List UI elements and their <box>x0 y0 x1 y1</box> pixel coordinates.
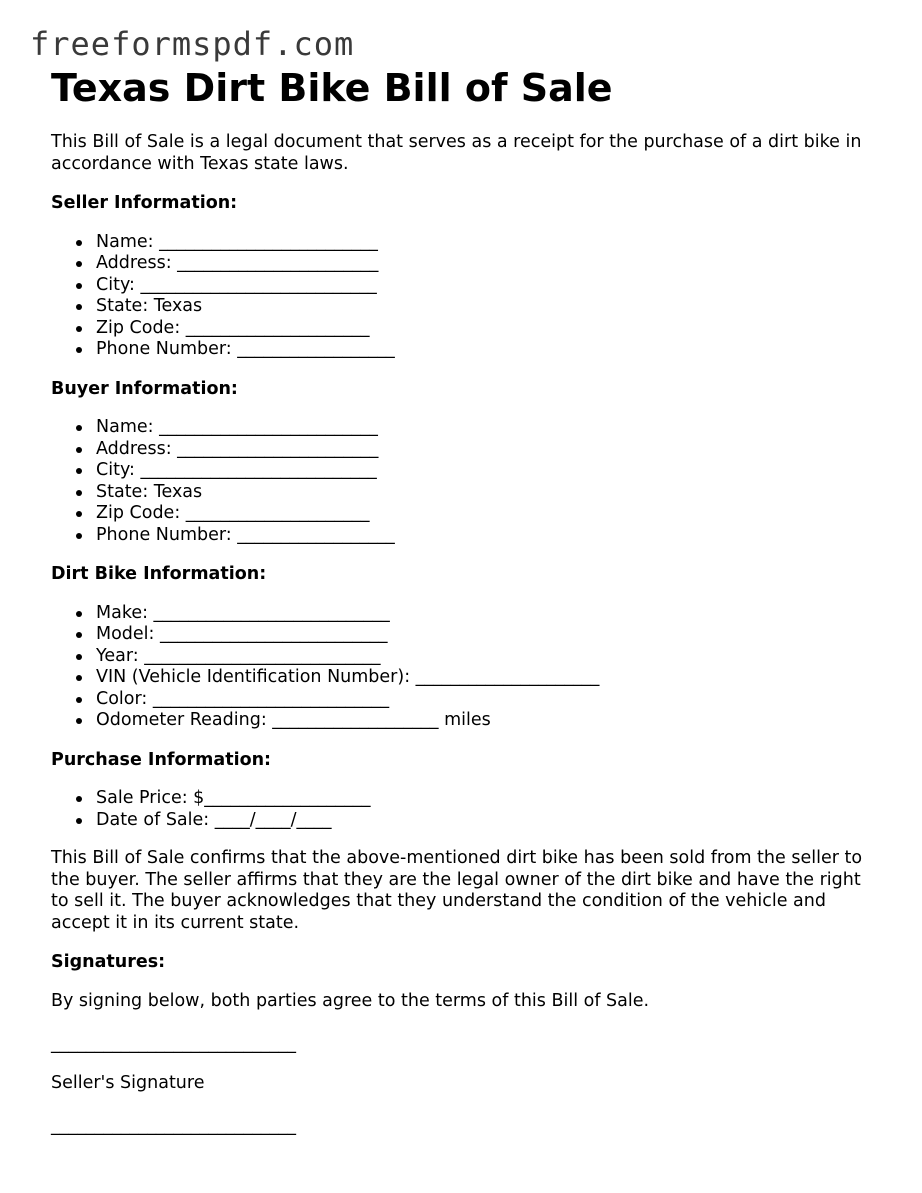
bike-make-field: Make: ___________________________ <box>96 603 881 625</box>
bike-color-field: Color: ___________________________ <box>96 689 881 711</box>
bike-field-list <box>51 603 881 732</box>
seller-signature-label: Seller's Signature <box>51 1072 205 1093</box>
document-body <box>51 66 881 1138</box>
bike-model-field: Model: __________________________ <box>96 624 881 646</box>
buyer-phone-field: Phone Number: __________________ <box>96 525 881 547</box>
dirt-bike-information-heading: Dirt Bike Information: <box>51 564 267 584</box>
bike-year-field: Year: ___________________________ <box>96 646 881 668</box>
sale-date-field: Date of Sale: ____/____/____ <box>96 810 881 832</box>
buyer-state-field: State: Texas <box>96 482 881 504</box>
signatures-heading: Signatures: <box>51 952 166 972</box>
buyer-signature-line: ____________________________ <box>51 1116 296 1136</box>
buyer-address-field: Address: _______________________ <box>96 439 881 461</box>
page-title: Texas Dirt Bike Bill of Sale <box>51 66 613 110</box>
buyer-information-heading: Buyer Information: <box>51 378 238 399</box>
seller-information-heading: Seller Information: <box>51 193 238 213</box>
seller-address-field: Address: _______________________ <box>96 253 881 275</box>
intro-paragraph: This Bill of Sale is a legal document that serves as a receipt for the purchase of a dirt bike in accordance with Texas state laws. <box>51 132 862 174</box>
seller-phone-field: Phone Number: __________________ <box>96 339 881 361</box>
watermark-text: freeformspdf.com <box>30 25 355 63</box>
sale-price-field: Sale Price: $___________________ <box>96 788 881 810</box>
buyer-name-field: Name: _________________________ <box>96 417 881 439</box>
purchase-field-list <box>51 788 881 831</box>
bike-vin-field: VIN (Vehicle Identification Number): _____________________ <box>96 667 881 689</box>
seller-state-field: State: Texas <box>96 296 881 318</box>
buyer-field-list <box>51 417 881 546</box>
bike-odometer-field: Odometer Reading: ___________________ miles <box>96 710 881 732</box>
seller-city-field: City: ___________________________ <box>96 275 881 297</box>
confirmation-paragraph: This Bill of Sale confirms that the above-mentioned dirt bike has been sold from the seller to the buyer. The seller affirms that they are the legal owner of the dirt bike and have the right to sell it. The buyer acknowledges that they understand the condition of the vehicle and accept it in its current state. <box>51 848 863 933</box>
purchase-information-heading: Purchase Information: <box>51 749 272 770</box>
seller-field-list <box>51 232 881 361</box>
signatures-agreement-text: By signing below, both parties agree to the terms of this Bill of Sale. <box>51 990 650 1011</box>
buyer-city-field: City: ___________________________ <box>96 460 881 482</box>
seller-name-field: Name: _________________________ <box>96 232 881 254</box>
seller-signature-line: ____________________________ <box>51 1034 296 1054</box>
seller-zip-field: Zip Code: _____________________ <box>96 318 881 340</box>
buyer-zip-field: Zip Code: _____________________ <box>96 503 881 525</box>
